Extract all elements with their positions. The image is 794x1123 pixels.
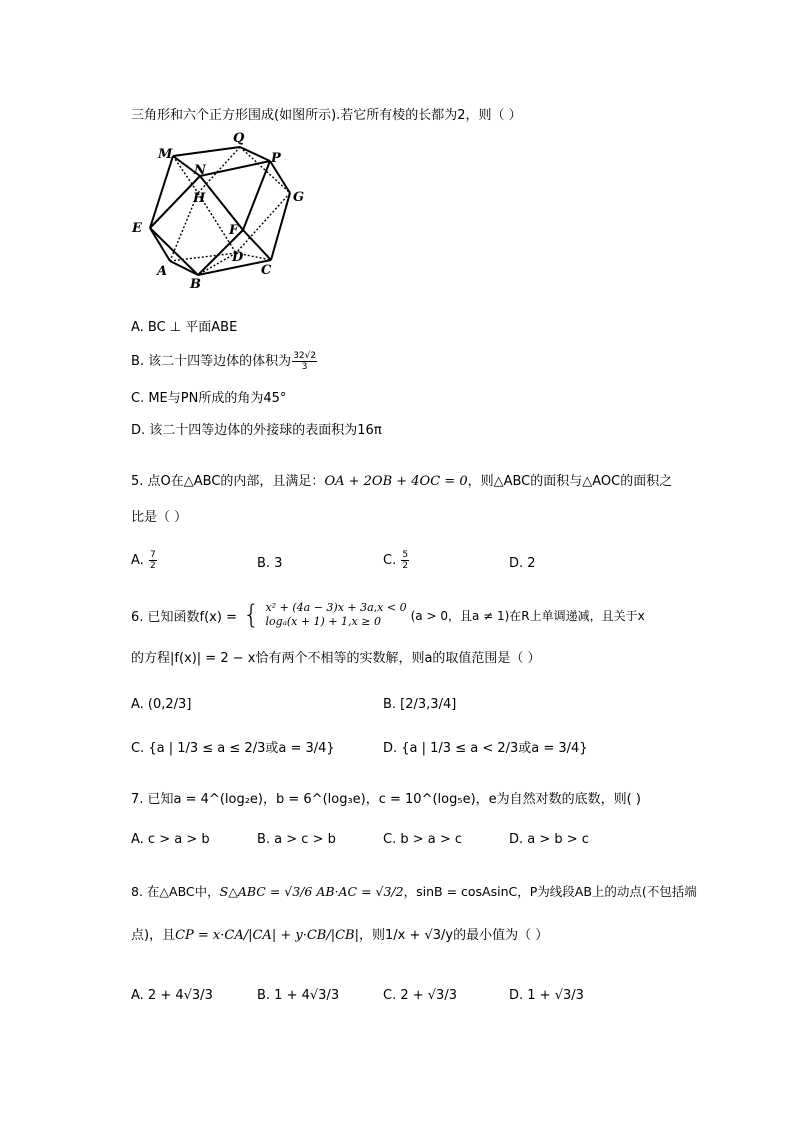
q5-option-d[interactable]: D. 2 — [509, 556, 536, 571]
q4-option-d[interactable]: D. 该二十四等边体的外接球的表面积为16π — [131, 423, 382, 438]
q5-option-c[interactable]: C. $\frac{5}{2}$ — [383, 550, 409, 571]
q8-option-d[interactable]: D. 1 + √3/3 — [509, 988, 584, 1003]
vertex-label-b: B — [190, 277, 201, 292]
q4-option-b-fraction: $\frac{32√2}{3}$ — [293, 351, 317, 372]
q8-area-equation: S△ABC = √3/6 AB·AC = √3/2 — [219, 884, 404, 899]
question-8-stem: 8. 在△ABC中，S△ABC = √3/6 AB·AC = √3/2，sinB = cosAsinC，P为线段AB上的动点(不包括端 — [131, 884, 697, 899]
q5-option-b[interactable]: B. 3 — [257, 556, 283, 571]
q8-cp-equation: CP = x·CA/|CA| + y·CB/|CB| — [175, 928, 359, 943]
q6-piece-2: logₐ(x + 1) + 1,x ≥ 0 — [265, 615, 381, 628]
vertex-label-n: N — [194, 163, 206, 178]
q6-option-a[interactable]: A. (0,2/3] — [131, 697, 192, 712]
vertex-label-m: M — [158, 147, 173, 162]
vertex-label-q: Q — [233, 131, 245, 146]
q6-option-b[interactable]: B. [2/3,3/4] — [383, 697, 457, 712]
q4-option-c[interactable]: C. ME与PN所成的角为45° — [131, 391, 287, 406]
q6-option-d[interactable]: D. {a | 1/3 ≤ a < 2/3或a = 3/4} — [383, 741, 588, 756]
q8-option-c[interactable]: C. 2 + √3/3 — [383, 988, 457, 1003]
q7-option-d[interactable]: D. a > b > c — [509, 832, 589, 847]
polyhedron-figure — [128, 128, 318, 293]
vertex-label-p: P — [271, 151, 281, 166]
q8-option-a[interactable]: A. 2 + 4√3/3 — [131, 988, 213, 1003]
question-5-stem: 5. 点O在△ABC的内部，且满足：OA + 2OB + 4OC = 0，则△ABC的面积与△AOC的面积之 — [131, 474, 673, 489]
q5-option-a[interactable]: A. $\frac{7}{2}$ — [131, 550, 156, 571]
question-4-stem: 三角形和六个正方形围成(如图所示).若它所有棱的长都为2，则（ ） — [131, 108, 522, 123]
vertex-label-d: D — [232, 250, 244, 265]
vertex-label-h: H — [193, 191, 206, 206]
question-6-stem-line2: 的方程|f(x)| = 2 − x恰有两个不相等的实数解，则a的取值范围是（ ） — [131, 651, 541, 666]
q5-vector-equation: OA + 2OB + 4OC = 0 — [324, 474, 468, 489]
question-5-stem-line2: 比是（ ） — [131, 510, 188, 525]
vertex-label-g: G — [293, 190, 305, 205]
q4-option-b-text: B. 该二十四等边体的体积为 — [131, 354, 292, 369]
vertex-label-e: E — [132, 221, 142, 236]
question-6-stem: 6. 已知函数f(x) = { x² + (4a − 3)x + 3a,x < 0 logₐ(x + 1) + 1,x ≥ 0 (a > 0，且a ≠ 1)在R上单调递减，且关于x — [131, 600, 645, 630]
q6-option-c[interactable]: C. {a | 1/3 ≤ a ≤ 2/3或a = 3/4} — [131, 741, 335, 756]
question-8-stem-line2: 点)，且CP = x·CA/|CA| + y·CB/|CB|，则1/x + √3/y的最小值为（ ） — [131, 928, 549, 943]
vertex-label-f: F — [229, 223, 239, 238]
q4-option-a[interactable]: A. BC ⊥ 平面ABE — [131, 320, 238, 335]
q4-option-b[interactable] — [131, 350, 318, 372]
q8-option-b[interactable]: B. 1 + 4√3/3 — [257, 988, 340, 1003]
q7-option-b[interactable]: B. a > c > b — [257, 832, 336, 847]
vertex-label-a: A — [157, 264, 168, 279]
q7-option-a[interactable]: A. c > a > b — [131, 832, 210, 847]
question-7-stem: 7. 已知a = 4^(log₂e)，b = 6^(log₃e)，c = 10^(log₅e)，e为自然对数的底数，则( ) — [131, 792, 641, 807]
q7-option-c[interactable]: C. b > a > c — [383, 832, 463, 847]
vertex-label-c: C — [261, 263, 272, 278]
q6-piece-1: x² + (4a − 3)x + 3a,x < 0 — [265, 601, 407, 614]
